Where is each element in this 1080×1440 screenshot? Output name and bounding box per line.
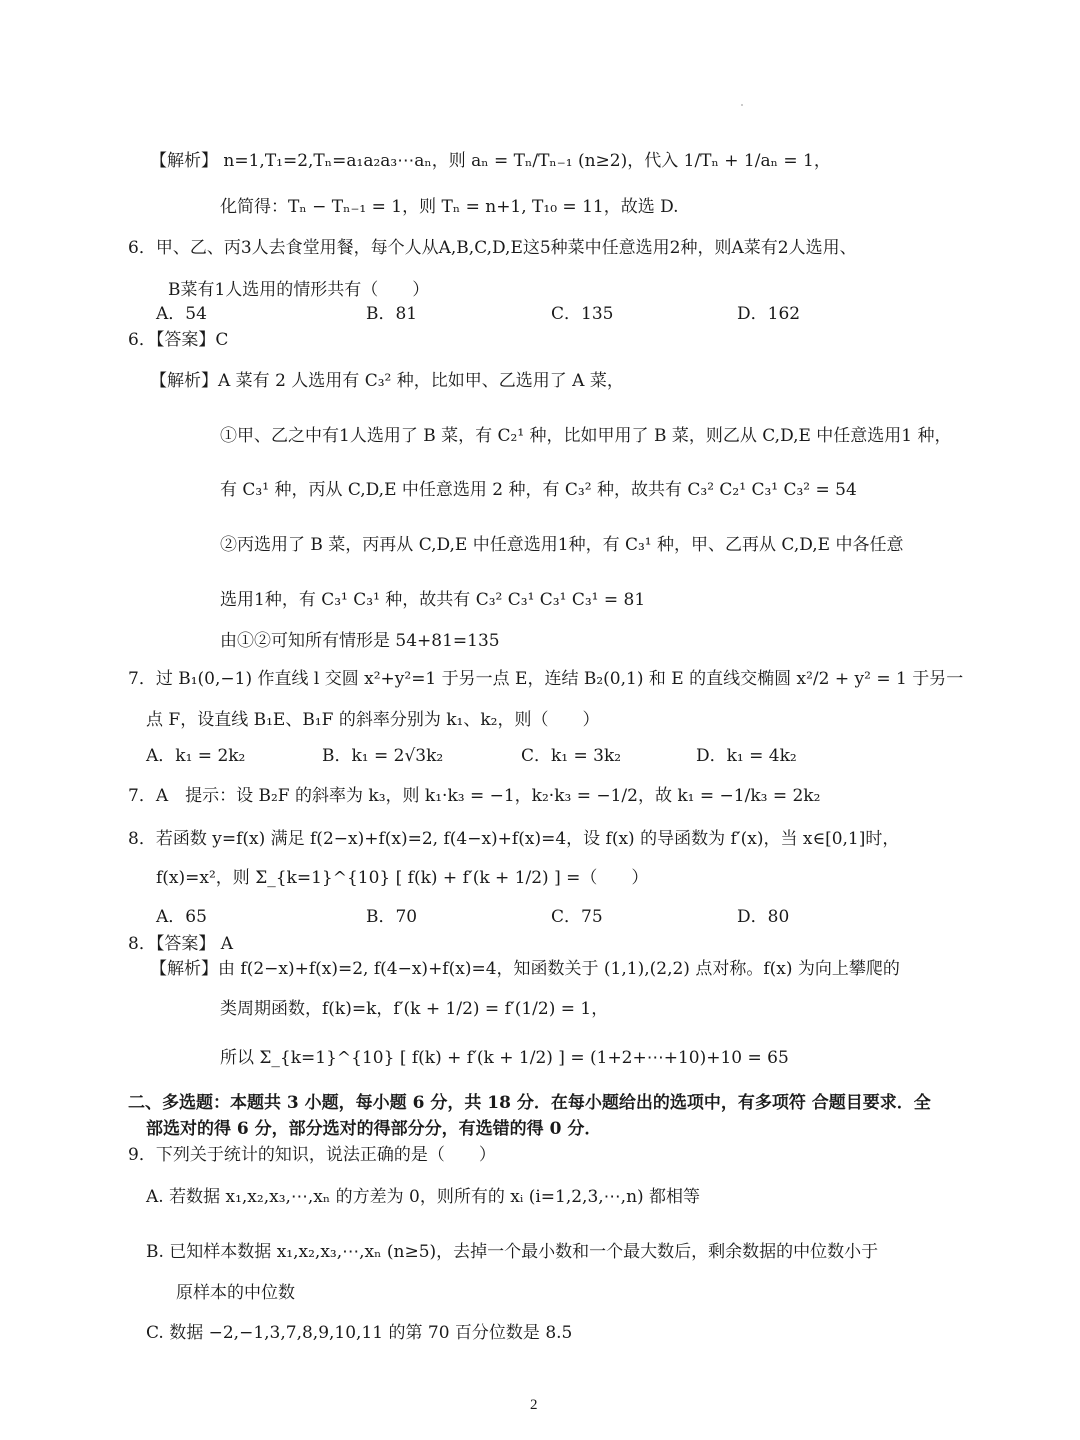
q5-solution-line1: 【解析】 n=1,T₁=2,Tₙ=a₁a₂a₃⋯aₙ，则 aₙ = Tₙ/Tₙ₋₁ (n≥2)，代入 1/Tₙ + 1/aₙ = 1， <box>150 151 831 171</box>
q9-option-b-line1: B. 已知样本数据 x₁,x₂,x₃,⋯,xₙ (n≥5)，去掉一个最小数和一个最大数后，剩余数据的中位数小于 <box>146 1242 879 1262</box>
q6-solution-line6: 由①②可知所有情形是 54+81=135 <box>220 631 500 651</box>
q6-option-a: A．54 <box>156 304 207 324</box>
q6-solution-line4: ②丙选用了 B 菜，丙再从 C,D,E 中任意选用1种，有 C₃¹ 种，甲、乙再从 C,D,E 中各任意 <box>220 535 904 555</box>
section2-header-line1: 二、多选题：本题共 3 小题，每小题 6 分，共 18 分．在每小题给出的选项中，有多项符 合题目要求．全 <box>128 1093 931 1113</box>
q7-option-b: B．k₁ = 2√3k₂ <box>322 746 444 766</box>
q6-solution-line3: 有 C₃¹ 种，丙从 C,D,E 中任意选用 2 种，有 C₃² 种，故共有 C₃² C₂¹ C₃¹ C₃² = 54 <box>220 480 857 500</box>
q8-option-a: A．65 <box>156 907 207 927</box>
q7-option-c: C．k₁ = 3k₂ <box>521 746 622 766</box>
q5-solution-line2: 化简得：Tₙ − Tₙ₋₁ = 1，则 Tₙ = n+1, T₁₀ = 11，故选 D. <box>220 197 679 217</box>
q6-answer: 6．【答案】C <box>128 330 229 350</box>
q8-option-b: B．70 <box>366 907 418 927</box>
q9-option-b-line2: 原样本的中位数 <box>176 1283 295 1303</box>
q8-stem-line1: 8．若函数 y=f(x) 满足 f(2−x)+f(x)=2, f(4−x)+f(x)=4，设 f(x) 的导函数为 f′(x)，当 x∈[0,1]时， <box>128 829 900 849</box>
q8-solution-line2: 类周期函数，f(k)=k，f′(k + 1/2) = f′(1/2) = 1， <box>220 999 609 1019</box>
scan-speck <box>741 104 743 106</box>
q7-answer: 7．A 提示：设 B₂F 的斜率为 k₃，则 k₁·k₃ = −1，k₂·k₃ = −1/2，故 k₁ = −1/k₃ = 2k₂ <box>128 786 821 806</box>
q9-option-a: A. 若数据 x₁,x₂,x₃,⋯,xₙ 的方差为 0，则所有的 xᵢ (i=1,2,3,⋯,n) 都相等 <box>146 1187 701 1207</box>
q8-option-c: C．75 <box>551 907 603 927</box>
section2-header-line2: 部选对的得 6 分，部分选对的得部分分，有选错的得 0 分． <box>146 1119 602 1139</box>
q6-solution-line2: ①甲、乙之中有1人选用了 B 菜，有 C₂¹ 种，比如甲用了 B 菜，则乙从 C,D,E 中任意选用1 种， <box>220 426 952 446</box>
q8-answer: 8．【答案】 A <box>128 934 233 954</box>
q7-stem-line1: 7．过 B₁(0,−1) 作直线 l 交圆 x²+y²=1 于另一点 E，连结 B₂(0,1) 和 E 的直线交椭圆 x²/2 + y² = 1 于另一 <box>128 669 964 689</box>
q6-option-d: D．162 <box>737 304 801 324</box>
q6-option-c: C．135 <box>551 304 614 324</box>
q8-solution-line1: 【解析】由 f(2−x)+f(x)=2, f(4−x)+f(x)=4，知函数关于 (1,1),(2,2) 点对称。f(x) 为向上攀爬的 <box>150 959 900 979</box>
q7-option-d: D．k₁ = 4k₂ <box>696 746 797 766</box>
q6-stem-line2: B菜有1人选用的情形共有（ ） <box>168 280 430 300</box>
q6-stem-line1: 6．甲、乙、丙3人去食堂用餐，每个人从A,B,C,D,E这5种菜中任意选用2种，则A菜有2人选用、 <box>128 238 857 258</box>
page-number: 2 <box>530 1397 538 1413</box>
q6-solution-line5: 选用1种，有 C₃¹ C₃¹ 种，故共有 C₃² C₃¹ C₃¹ C₃¹ = 81 <box>220 590 646 610</box>
q7-stem-line2: 点 F，设直线 B₁E、B₁F 的斜率分别为 k₁、k₂，则（ ） <box>146 710 600 730</box>
q9-stem: 9．下列关于统计的知识，说法正确的是（ ） <box>128 1145 496 1165</box>
q8-stem-line2: f(x)=x²，则 Σ_{k=1}^{10} [ f(k) + f′(k + 1/2) ] =（ ） <box>156 868 649 888</box>
q8-option-d: D．80 <box>737 907 790 927</box>
q8-solution-line3: 所以 Σ_{k=1}^{10} [ f(k) + f′(k + 1/2) ] = (1+2+⋯+10)+10 = 65 <box>220 1048 789 1068</box>
q6-option-b: B．81 <box>366 304 418 324</box>
q9-option-c: C. 数据 −2,−1,3,7,8,9,10,11 的第 70 百分位数是 8.5 <box>146 1323 573 1343</box>
q6-solution-line1: 【解析】A 菜有 2 人选用有 C₃² 种，比如甲、乙选用了 A 菜， <box>150 371 624 391</box>
q7-option-a: A．k₁ = 2k₂ <box>146 746 246 766</box>
